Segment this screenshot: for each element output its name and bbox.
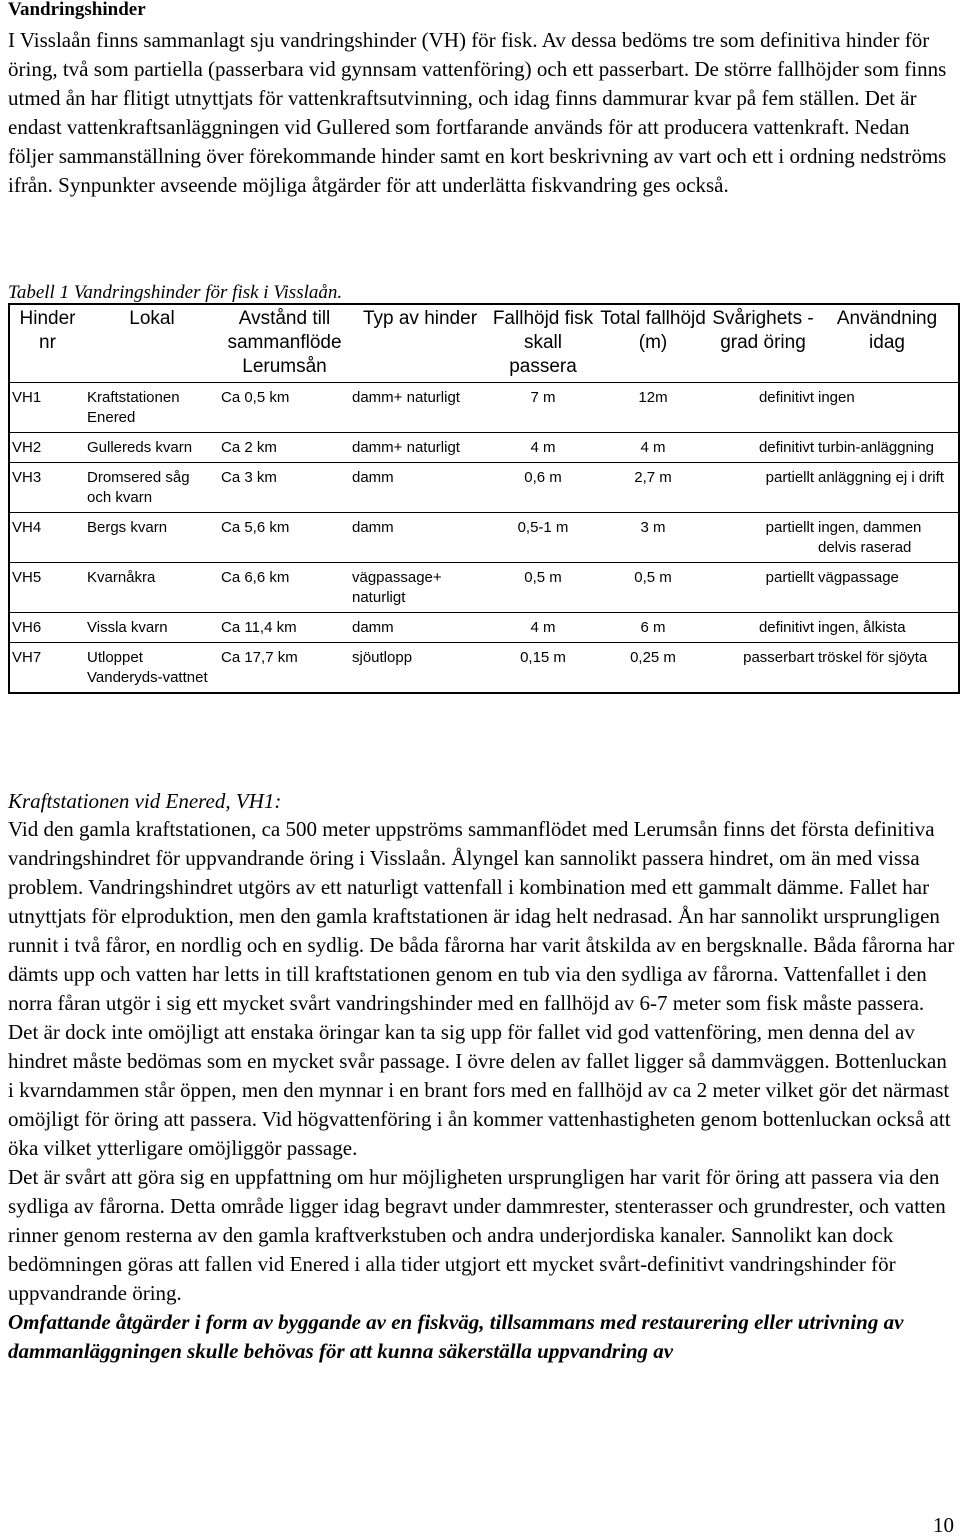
cell-fallhojd: 0,6 m [490,463,596,513]
cell-typ: damm [350,613,490,643]
header-avstand: Avstånd till sammanflöde Lerumsån [219,304,350,383]
cell-typ: damm+ naturligt [350,433,490,463]
cell-typ: vägpassage+ naturligt [350,563,490,613]
cell-avstand: Ca 3 km [219,463,350,513]
cell-anvandning: tröskel för sjöyta [816,643,959,694]
cell-avstand: Ca 17,7 km [219,643,350,694]
cell-typ: damm [350,513,490,563]
cell-anvandning: anläggning ej i drift [816,463,959,513]
cell-typ: damm+ naturligt [350,383,490,433]
cell-total: 12m [596,383,710,433]
cell-anvandning: ingen, ålkista [816,613,959,643]
cell-id: VH3 [9,463,85,513]
cell-typ: damm [350,463,490,513]
cell-typ: sjöutlopp [350,643,490,694]
header-svarighetsgrad: Svårighets -grad öring [710,304,816,383]
cell-total: 3 m [596,513,710,563]
header-fallhojd: Fallhöjd fisk skall passera [490,304,596,383]
cell-id: VH1 [9,383,85,433]
header-hinder-nr: Hinder nr [9,304,85,383]
section-heading: Vandringshinder [8,0,146,20]
cell-total: 0,25 m [596,643,710,694]
cell-anvandning: ingen [816,383,959,433]
cell-fallhojd: 7 m [490,383,596,433]
cell-total: 4 m [596,433,710,463]
cell-fallhojd: 0,5-1 m [490,513,596,563]
cell-avstand: Ca 6,6 km [219,563,350,613]
cell-avstand: Ca 0,5 km [219,383,350,433]
header-lokal: Lokal [85,304,219,383]
cell-avstand: Ca 11,4 km [219,613,350,643]
cell-lokal: Vissla kvarn [85,613,219,643]
cell-svarighet: definitivt [710,383,816,433]
table-row [9,383,959,433]
table-row [9,463,959,513]
header-typ: Typ av hinder [350,304,490,383]
cell-svarighet: definitivt [710,613,816,643]
cell-id: VH4 [9,513,85,563]
cell-lokal: Utloppet Vanderyds-vattnet [85,643,219,694]
cell-svarighet: definitivt [710,433,816,463]
subsection-title: Kraftstationen vid Enered, VH1: [8,789,282,813]
cell-svarighet: partiellt [710,463,816,513]
cell-lokal: Dromsered såg och kvarn [85,463,219,513]
cell-fallhojd: 0,15 m [490,643,596,694]
table-caption: Tabell 1 Vandringshinder för fisk i Visslaån. [8,282,343,303]
header-total-fallhojd: Total fallhöjd (m) [596,304,710,383]
section-body [8,815,956,1366]
body-paragraph-2: Det är svårt att göra sig en uppfattning om hur möjligheten ursprungligen har varit för öring att passera via den sydliga av fårorna. Detta område ligger idag begravt under dammrester, stenterasser och grundrester, och vatten rinner genom resterna av den gamla kraftverkstuben och andra underjordiska kanaler. Sannolikt kan dock bedömningen göras att fallen vid Enered i alla tider utgjort ett mycket svårt-definitivt vandringshinder för uppvandrande öring. [8,1165,946,1305]
cell-lokal: Kvarnåkra [85,563,219,613]
cell-total: 2,7 m [596,463,710,513]
cell-id: VH7 [9,643,85,694]
cell-id: VH6 [9,613,85,643]
cell-id: VH2 [9,433,85,463]
cell-anvandning: turbin-anläggning [816,433,959,463]
body-paragraph-1: Vid den gamla kraftstationen, ca 500 meter uppströms sammanflödet med Lerumsån finns det första definitiva vandringshindret för uppvandrande öring i Visslaån. Ålyngel kan sannolikt passera hindret, om än med vissa problem. Vandringshindret utgörs av ett naturligt vattenfall i kombination med ett gammalt dämme. Fallet har utnyttjats för elproduktion, men den gamla kraftstationen är idag helt nedrasad. Ån har sannolikt ursprungligen runnit i två fåror, en nordlig och en sydlig. De båda fårorna har varit åtskilda av en bergsknalle. Båda fårorna har dämts upp och vatten har letts in till kraftstationen genom en tub via den sydliga av fårorna. Vattenfallet i den norra fåran utgör i sig ett mycket svårt vandringshinder med en fallhöjd av 6-7 meter som fisk måste passera. Det är dock inte omöjligt att enstaka öringar kan ta sig upp för fallet vid god vattenföring, men denna del av hindret måste bedömas som en mycket svår passage. I övre delen av fallet ligger så dammväggen. Bottenluckan i kvarndammen står öppen, men den mynnar i en brant fors med en fallhöjd av ca 2 meter vilket gör det närmast omöjligt för öring att passera. Vid högvattenföring i ån kommer vattenhastigheten genom bottenluckan också att öka vilket ytterligare omöjliggör passage. [8,817,955,1160]
cell-svarighet: partiellt [710,563,816,613]
cell-fallhojd: 4 m [490,613,596,643]
table-row [9,563,959,613]
barriers-table [8,303,960,694]
cell-fallhojd: 4 m [490,433,596,463]
cell-avstand: Ca 2 km [219,433,350,463]
table-row [9,513,959,563]
cell-avstand: Ca 5,6 km [219,513,350,563]
cell-total: 0,5 m [596,563,710,613]
page-number: 10 [933,1513,954,1537]
table-row [9,433,959,463]
table-row [9,613,959,643]
table-header-row [9,304,959,383]
intro-paragraph: I Visslaån finns sammanlagt sju vandringshinder (VH) för fisk. Av dessa bedöms tre som definitiva hinder för öring, två som partiella (passerbara vid gynnsam vattenföring) och ett passerbart. De större fallhöjder som finns utmed ån har flitigt utnyttjats för vattenkraftsutvinning, och idag finns dammurar kvar på fem ställen. Det är endast vattenkraftsanläggningen vid Gullered som fortfarande används för att producera vattenkraft. Nedan följer sammanställning över förekommande hinder samt en kort beskrivning av vart och ett i ordning nedströms ifrån. Synpunkter avseende möjliga åtgärder för att underlätta fiskvandring ges också. [8,28,947,197]
header-anvandning: Användning idag [816,304,959,383]
cell-svarighet: passerbart [710,643,816,694]
cell-lokal: Gullereds kvarn [85,433,219,463]
cell-lokal: Bergs kvarn [85,513,219,563]
cell-fallhojd: 0,5 m [490,563,596,613]
table-row [9,643,959,694]
body-emphasis: Omfattande åtgärder i form av byggande av en fiskväg, tillsammans med restaurering eller utrivning av dammanläggningen skulle behövas för att kunna säkerställa uppvandring av [8,1310,904,1363]
cell-total: 6 m [596,613,710,643]
document-page [8,0,956,1363]
cell-svarighet: partiellt [710,513,816,563]
cell-anvandning: ingen, dammen delvis raserad [816,513,959,563]
cell-lokal: Kraftstationen Enered [85,383,219,433]
cell-anvandning: vägpassage [816,563,959,613]
cell-id: VH5 [9,563,85,613]
